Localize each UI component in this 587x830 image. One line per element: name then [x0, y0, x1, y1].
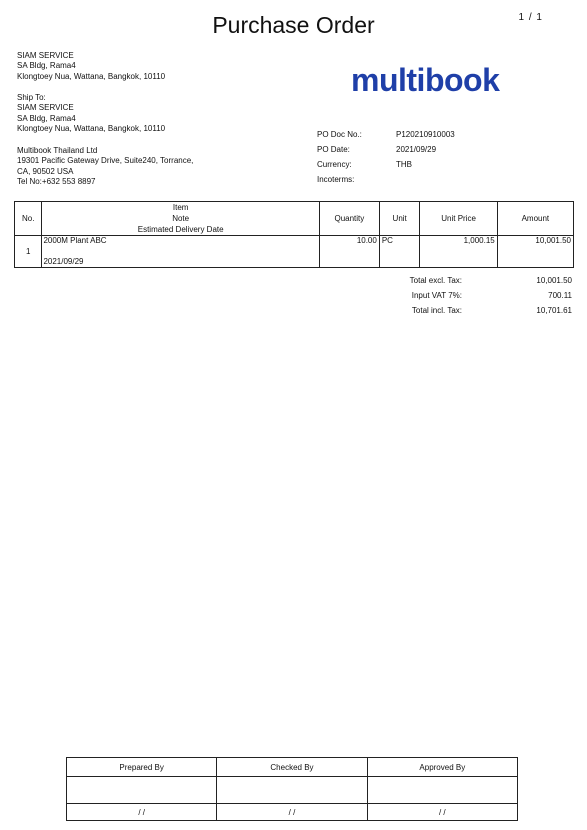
vendor-line: Multibook Thailand Ltd: [17, 146, 98, 155]
incoterms-label: Incoterms:: [317, 175, 355, 184]
signature-header-row: [67, 758, 518, 777]
col-quantity-header: Quantity: [319, 202, 379, 236]
page-number: 1 / 1: [518, 12, 543, 23]
company-logo: multibook: [351, 62, 500, 98]
row-item: [42, 236, 319, 268]
po-doc-no-label: PO Doc No.:: [317, 130, 362, 139]
items-table: [14, 201, 574, 268]
ship-to-line: SIAM SERVICE: [17, 103, 74, 113]
delivery-header-label: Estimated Delivery Date: [137, 225, 224, 234]
approved-signature-box: [367, 777, 517, 804]
row-amount: 10,001.50: [497, 236, 573, 268]
po-info-values: [396, 127, 455, 172]
checked-date: / /: [217, 804, 367, 821]
ship-to-address: [17, 93, 165, 135]
prepared-date: / /: [67, 804, 217, 821]
total-excl-value: 10,001.50: [536, 276, 572, 285]
vendor-line: CA, 90502 USA: [17, 166, 74, 176]
page-title: Purchase Order: [212, 12, 375, 38]
vendor-line: Tel No:+632 553 8897: [17, 177, 96, 187]
vendor-line: 19301 Pacific Gateway Drive, Suite240, Torrance,: [17, 156, 194, 166]
total-excl-row: [380, 273, 572, 288]
buyer-address: [17, 51, 165, 82]
buyer-line: SIAM SERVICE: [17, 51, 74, 60]
approved-by-label: Approved By: [367, 758, 517, 777]
row-unit: PC: [379, 236, 420, 268]
col-amount-header: Amount: [497, 202, 573, 236]
ship-to-line: Klongtoey Nua, Wattana, Bangkok, 10110: [17, 124, 166, 134]
table-header-row: [15, 202, 574, 236]
totals-table: [380, 273, 572, 318]
note-header-label: Note: [172, 214, 190, 223]
ship-to-label: Ship To:: [17, 93, 46, 102]
buyer-line: SA Bldg, Rama4: [17, 61, 76, 71]
item-name: 2000M Plant ABC: [43, 236, 107, 245]
item-header-label: Item: [172, 203, 189, 212]
po-date-value: 2021/09/29: [396, 145, 437, 154]
ship-to-line: SA Bldg, Rama4: [17, 113, 76, 123]
total-incl-row: [380, 303, 572, 318]
col-unit-header: Unit: [379, 202, 420, 236]
row-no: 1: [15, 236, 42, 268]
approved-date: / /: [367, 804, 517, 821]
checked-by-label: Checked By: [217, 758, 367, 777]
total-excl-label: Total excl. Tax:: [409, 276, 462, 285]
vat-label: Input VAT 7%:: [411, 291, 462, 300]
vat-row: [380, 288, 572, 303]
row-unit-price: 1,000.15: [420, 236, 497, 268]
prepared-by-label: Prepared By: [67, 758, 217, 777]
buyer-line: Klongtoey Nua, Wattana, Bangkok, 10110: [17, 71, 166, 81]
table-row: [15, 236, 574, 268]
po-info-labels: [317, 127, 362, 187]
signature-table: [66, 757, 518, 821]
row-quantity: 10.00: [319, 236, 379, 268]
currency-value: THB: [396, 160, 412, 169]
po-doc-no-value: P120210910003: [396, 130, 455, 139]
prepared-signature-box: [67, 777, 217, 804]
vendor-address: [17, 146, 193, 188]
currency-label: Currency:: [317, 160, 352, 169]
po-date-label: PO Date:: [317, 145, 350, 154]
delivery-date: 2021/09/29: [43, 257, 84, 266]
total-incl-label: Total incl. Tax:: [411, 306, 462, 315]
total-incl-value: 10,701.61: [536, 306, 572, 315]
signature-date-row: [67, 804, 518, 821]
checked-signature-box: [217, 777, 367, 804]
col-unit-price-header: Unit Price: [420, 202, 497, 236]
col-item-header: [42, 202, 319, 236]
col-no-header: No.: [15, 202, 42, 236]
vat-value: 700.11: [548, 291, 572, 300]
signature-box-row: [67, 777, 518, 804]
